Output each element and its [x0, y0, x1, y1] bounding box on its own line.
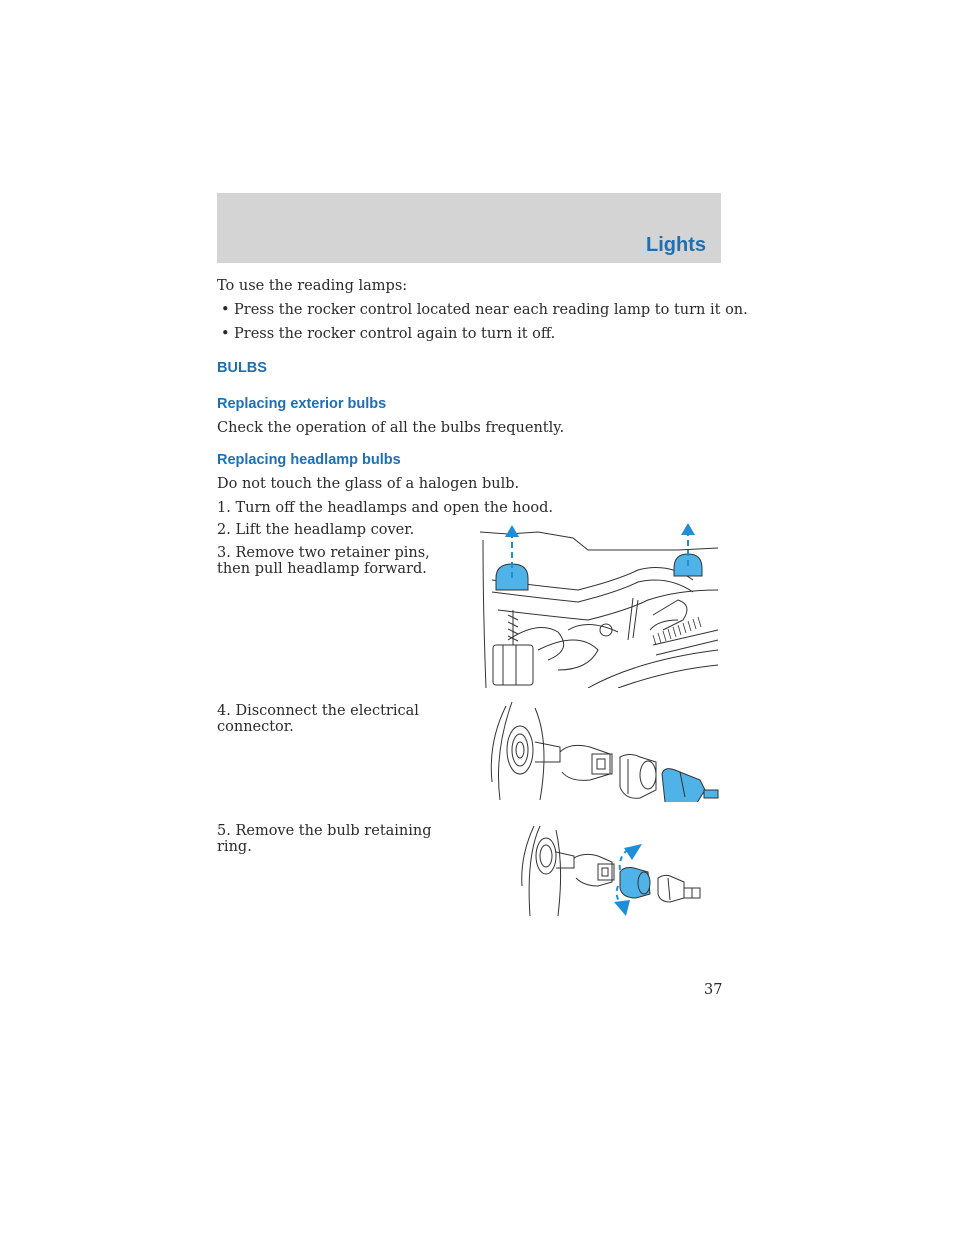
retaining-ring-illustration	[518, 826, 708, 922]
step-1: 1. Turn off the headlamps and open the hood.	[217, 500, 553, 516]
step-5: 5. Remove the bulb retaining ring.	[217, 823, 432, 855]
header-band	[217, 193, 721, 263]
connector-disconnect-illustration	[480, 702, 721, 802]
subheading-exterior-bulbs: Replacing exterior bulbs	[217, 396, 387, 412]
step-4: 4. Disconnect the electrical connector.	[217, 703, 419, 735]
headlamp-warning-text: Do not touch the glass of a halogen bulb.	[217, 476, 520, 492]
bullet-item: Press the rocker control again to turn it off.	[234, 326, 556, 342]
step-2: 2. Lift the headlamp cover.	[217, 522, 415, 538]
section-heading-bulbs: BULBS	[217, 360, 267, 376]
exterior-bulbs-text: Check the operation of all the bulbs frequently.	[217, 420, 565, 436]
page-title: Lights	[646, 234, 706, 256]
headlamp-retainer-illustration	[478, 520, 721, 688]
bullet-marker: •	[221, 326, 230, 342]
subheading-headlamp-bulbs: Replacing headlamp bulbs	[217, 452, 401, 468]
step-3: 3. Remove two retainer pins, then pull headlamp forward.	[217, 545, 430, 577]
bullet-marker: •	[221, 302, 230, 318]
page-number: 37	[704, 982, 723, 998]
intro-text: To use the reading lamps:	[217, 278, 408, 294]
bullet-item: Press the rocker control located near each reading lamp to turn it on.	[234, 302, 748, 318]
